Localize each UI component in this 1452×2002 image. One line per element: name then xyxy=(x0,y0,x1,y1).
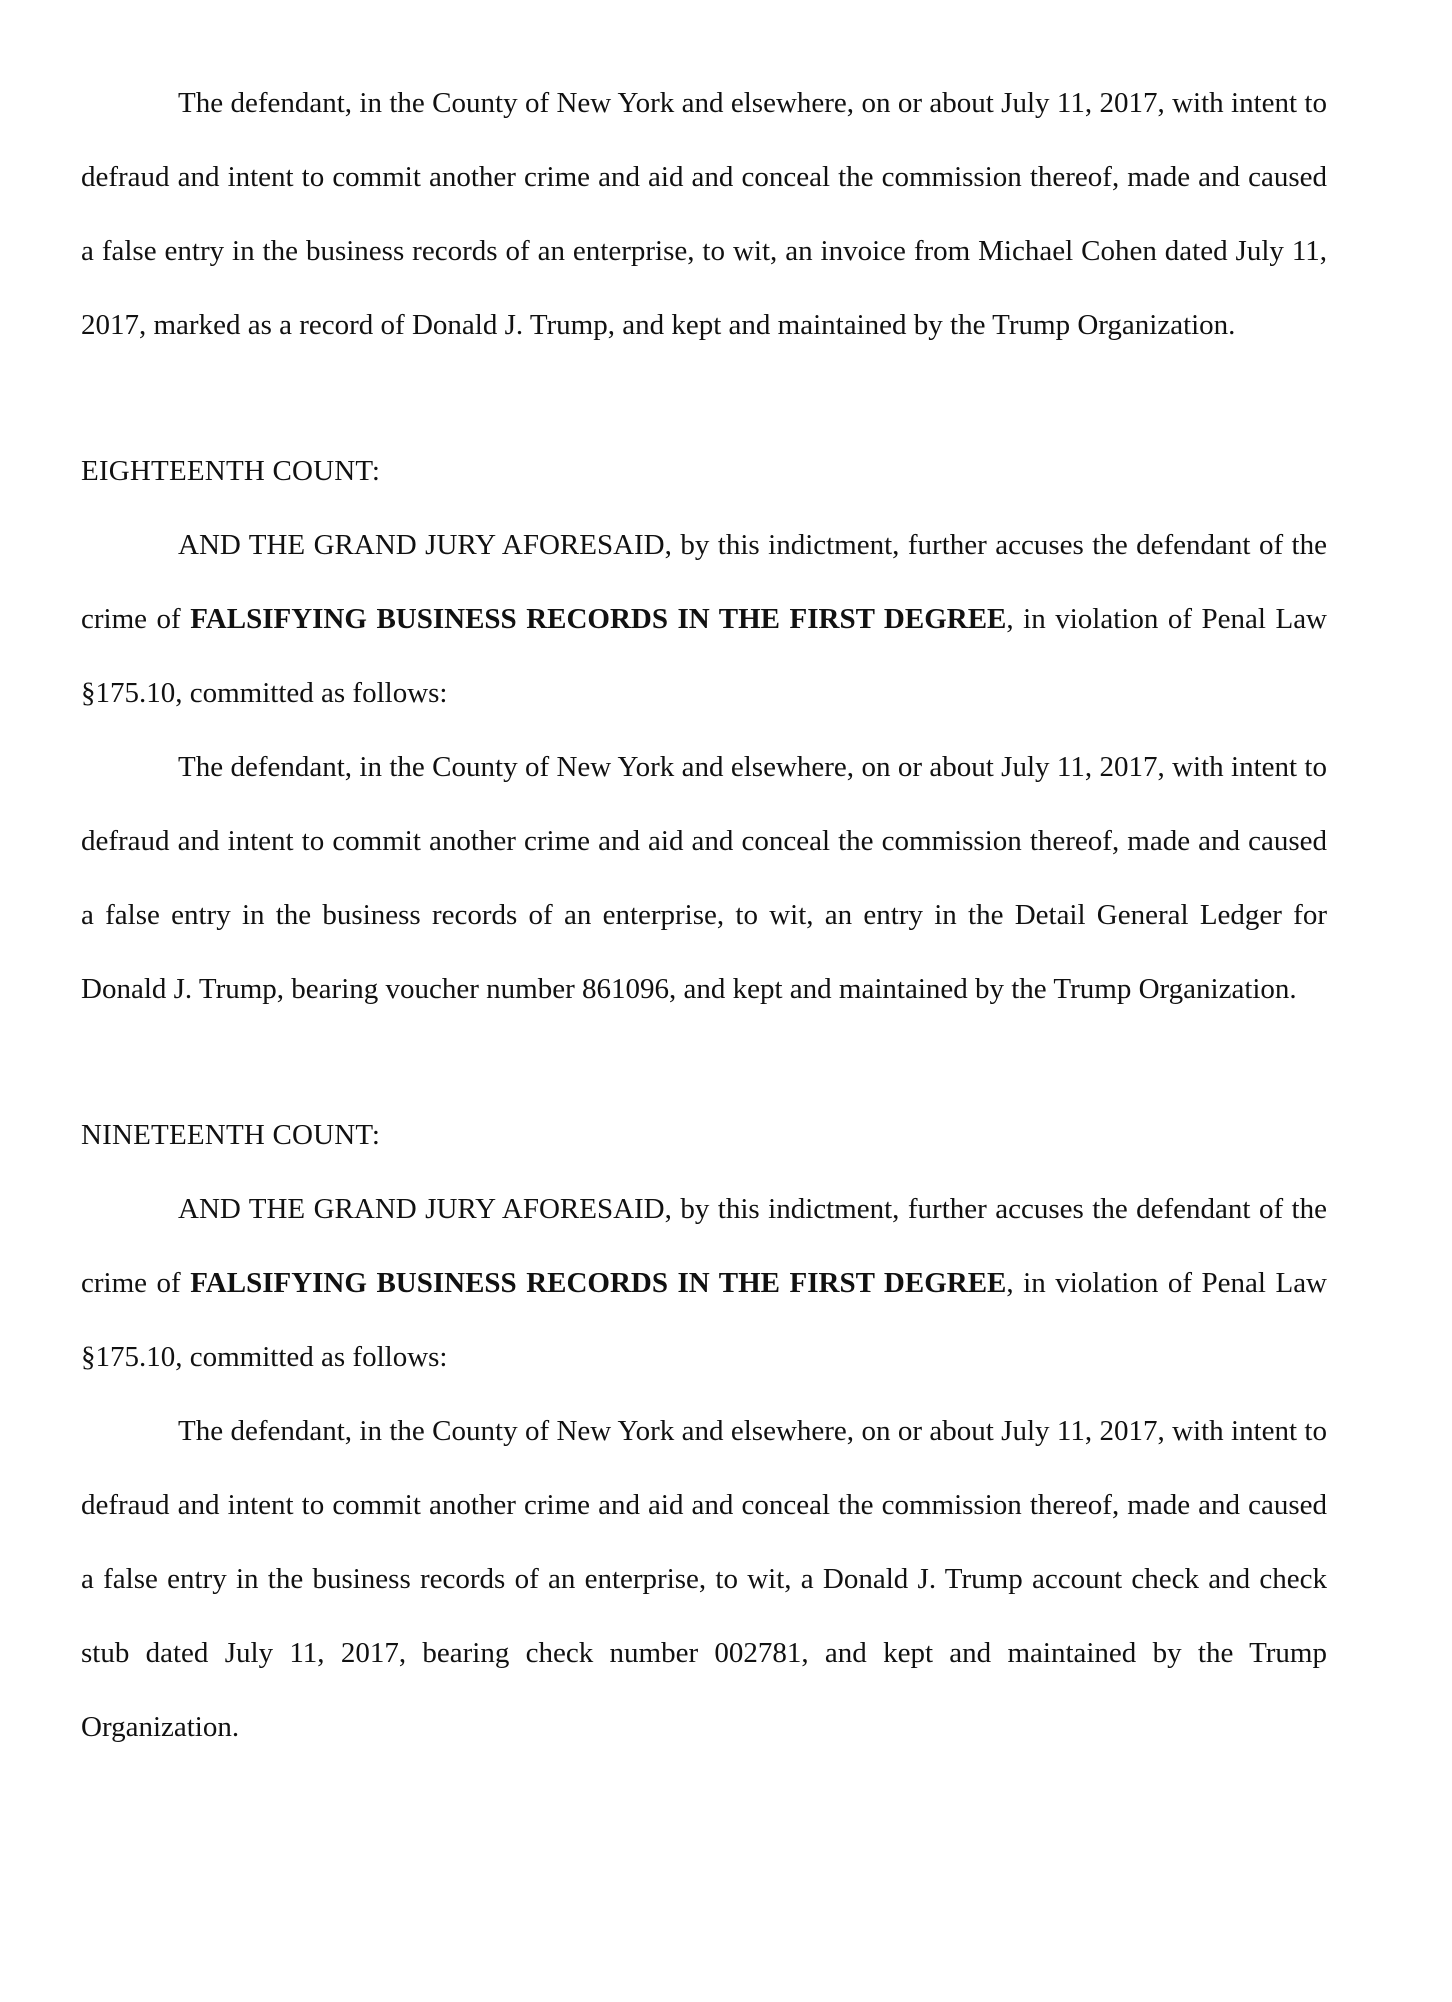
count18-accusation-paragraph xyxy=(81,508,1327,730)
count18-detail-paragraph: The defendant, in the County of New York and elsewhere, on or about July 11, 2017, with intent to defraud and intent to commit another crime and aid and conceal the commission thereof, made and caused a false entry in the business records of an enterprise, to wit, an entry in the Detail General Ledger for Donald J. Trump, bearing voucher number 861096, and kept and maintained by the Trump Organization. xyxy=(81,751,1327,1005)
count19-accusation-prefix: AND THE GRAND JURY AFORESAID, by this indictment, further accuses the defendant of the crime of xyxy=(81,1193,1327,1299)
count19-accusation-suffix: , in violation of Penal Law §175.10, committed as follows: xyxy=(81,1267,1328,1373)
count18-accusation-prefix: AND THE GRAND JURY AFORESAID, by this indictment, further accuses the defendant of the crime of xyxy=(81,529,1327,635)
count18-heading: EIGHTEENTH COUNT: xyxy=(81,455,381,487)
count18-accusation-suffix: , in violation of Penal Law §175.10, committed as follows: xyxy=(81,603,1328,709)
count18-crime-name: FALSIFYING BUSINESS RECORDS IN THE FIRST DEGREE xyxy=(190,603,1007,635)
count19-detail-paragraph: The defendant, in the County of New York and elsewhere, on or about July 11, 2017, with intent to defraud and intent to commit another crime and aid and conceal the commission thereof, made and caused a false entry in the business records of an enterprise, to wit, a Donald J. Trump account check and check stub dated July 11, 2017, bearing check number 002781, and kept and maintained by the Trump Organization. xyxy=(81,1415,1327,1743)
count19-heading: NINETEENTH COUNT: xyxy=(81,1119,381,1151)
count19-crime-name: FALSIFYING BUSINESS RECORDS IN THE FIRST DEGREE xyxy=(190,1267,1007,1299)
document-page xyxy=(81,66,1327,1764)
count17-detail-paragraph: The defendant, in the County of New York and elsewhere, on or about July 11, 2017, with intent to defraud and intent to commit another crime and aid and conceal the commission thereof, made and caused a false entry in the business records of an enterprise, to wit, an invoice from Michael Cohen dated July 11, 2017, marked as a record of Donald J. Trump, and kept and maintained by the Trump Organization. xyxy=(81,87,1327,341)
count19-accusation-paragraph xyxy=(81,1172,1327,1394)
